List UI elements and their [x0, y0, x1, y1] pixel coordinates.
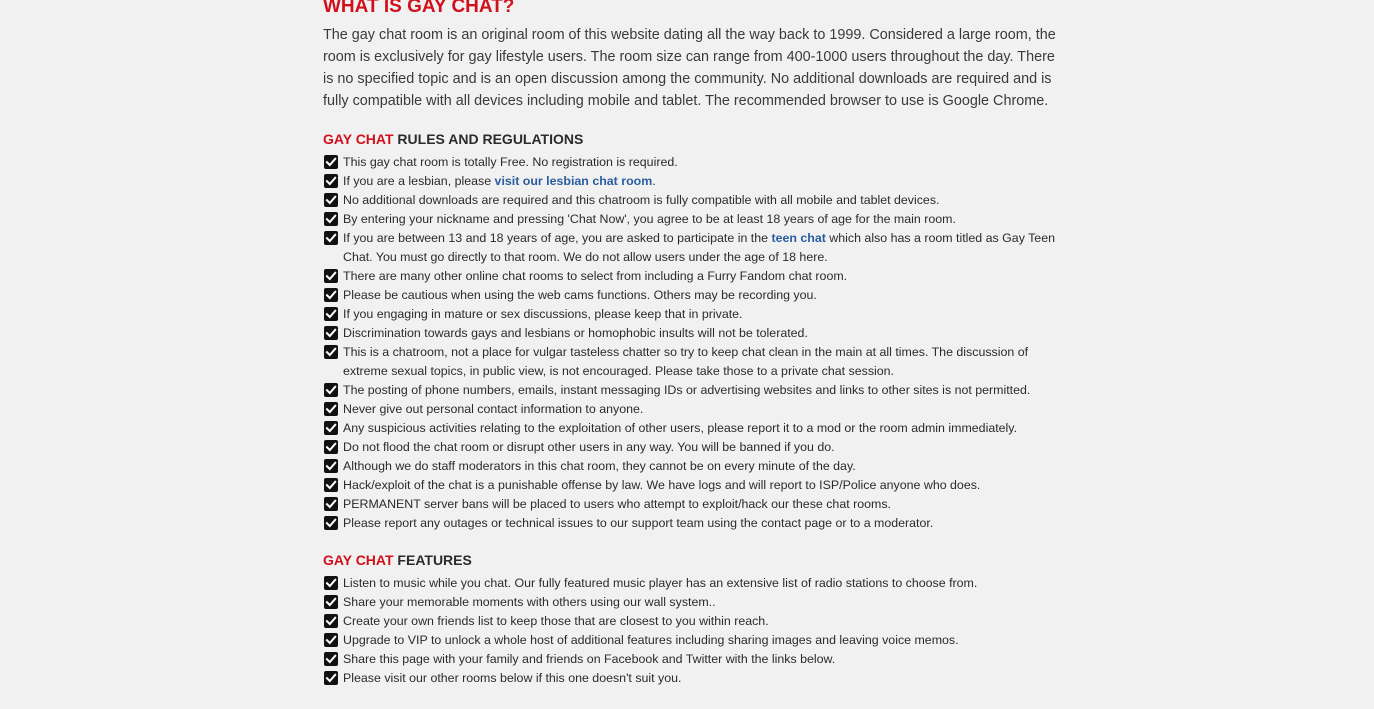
list-item	[323, 400, 1063, 419]
list-item	[323, 343, 1063, 381]
list-item-text: There are many other online chat rooms to select from including a Furry Fandom chat room.	[343, 269, 848, 283]
list-item-text: This gay chat room is totally Free. No registration is required.	[343, 155, 678, 169]
checkbox-checked-icon	[324, 440, 338, 454]
checkbox-checked-icon	[324, 193, 338, 207]
list-item	[323, 324, 1063, 343]
list-item-text: Share this page with your family and friends on Facebook and Twitter with the links below.	[343, 652, 836, 666]
rules-heading-rest: RULES AND REGULATIONS	[393, 131, 584, 147]
list-item-text: .	[652, 174, 656, 188]
checkbox-checked-icon	[324, 633, 338, 647]
list-item-text: Any suspicious activities relating to the exploitation of other users, please report it to a mod or the room admin immediately.	[343, 421, 1018, 435]
rules-heading-accent: GAY CHAT	[323, 131, 394, 147]
list-item	[323, 631, 1063, 650]
inline-link[interactable]: visit our lesbian chat room	[494, 174, 653, 188]
list-item-text: PERMANENT server bans will be placed to users who attempt to exploit/hack our these chat rooms.	[343, 497, 891, 511]
list-item	[323, 153, 1063, 172]
features-heading	[323, 551, 472, 569]
list-item	[323, 612, 1063, 631]
list-item-text: If you are between 13 and 18 years of age, you are asked to participate in the	[343, 231, 772, 245]
checkbox-checked-icon	[324, 212, 338, 226]
features-heading-rest: FEATURES	[393, 552, 472, 568]
checkbox-checked-icon	[324, 231, 338, 245]
list-item	[323, 229, 1063, 267]
checkbox-checked-icon	[324, 307, 338, 321]
checkbox-checked-icon	[324, 155, 338, 169]
list-item-text: Never give out personal contact information to anyone.	[343, 402, 644, 416]
checkbox-checked-icon	[324, 652, 338, 666]
list-item-text: Please be cautious when using the web cams functions. Others may be recording you.	[343, 288, 817, 302]
checkbox-checked-icon	[324, 326, 338, 340]
checkbox-checked-icon	[324, 478, 338, 492]
list-item-text: Please visit our other rooms below if this one doesn't suit you.	[343, 671, 682, 685]
checkbox-checked-icon	[324, 516, 338, 530]
list-item	[323, 476, 1063, 495]
list-item	[323, 574, 1063, 593]
list-item	[323, 457, 1063, 476]
rules-heading	[323, 130, 583, 148]
list-item-text: Listen to music while you chat. Our fully featured music player has an extensive list of radio stations to choose from.	[343, 576, 978, 590]
checkbox-checked-icon	[324, 174, 338, 188]
checkbox-checked-icon	[324, 459, 338, 473]
list-item	[323, 172, 1063, 191]
list-item-text: Upgrade to VIP to unlock a whole host of additional features including sharing images and leaving voice memos.	[343, 633, 959, 647]
page-title: WHAT IS GAY CHAT?	[323, 0, 515, 17]
list-item-text: Discrimination towards gays and lesbians or homophobic insults will not be tolerated.	[343, 326, 808, 340]
list-item	[323, 191, 1063, 210]
list-item	[323, 210, 1063, 229]
checkbox-checked-icon	[324, 421, 338, 435]
checkbox-checked-icon	[324, 345, 338, 359]
list-item-text: This is a chatroom, not a place for vulgar tasteless chatter so try to keep chat clean in the main at all times. The discussion of extreme sexual topics, in public view, is not encouraged. Please take those to a private chat session.	[343, 345, 1029, 378]
checkbox-checked-icon	[324, 383, 338, 397]
inline-link[interactable]: teen chat	[771, 231, 826, 245]
rules-list	[323, 153, 1063, 533]
features-heading-accent: GAY CHAT	[323, 552, 394, 568]
list-item	[323, 267, 1063, 286]
list-item	[323, 438, 1063, 457]
checkbox-checked-icon	[324, 576, 338, 590]
list-item	[323, 381, 1063, 400]
features-list	[323, 574, 1063, 688]
list-item	[323, 419, 1063, 438]
list-item-text: No additional downloads are required and this chatroom is fully compatible with all mobile and tablet devices.	[343, 193, 940, 207]
list-item-text: By entering your nickname and pressing 'Chat Now', you agree to be at least 18 years of age for the main room.	[343, 212, 956, 226]
list-item	[323, 286, 1063, 305]
list-item-text: The posting of phone numbers, emails, instant messaging IDs or advertising websites and links to other sites is not permitted.	[343, 383, 1031, 397]
list-item	[323, 514, 1063, 533]
list-item-text: If you are a lesbian, please	[343, 174, 495, 188]
list-item-text: Share your memorable moments with others using our wall system..	[343, 595, 716, 609]
checkbox-checked-icon	[324, 288, 338, 302]
checkbox-checked-icon	[324, 595, 338, 609]
list-item-text: Although we do staff moderators in this chat room, they cannot be on every minute of the day.	[343, 459, 856, 473]
checkbox-checked-icon	[324, 497, 338, 511]
list-item-text: which also has a room titled as Gay Teen Chat. You must go directly to that room. We do not allow users under the age of 18 here.	[343, 231, 1055, 264]
intro-paragraph: The gay chat room is an original room of this website dating all the way back to 1999. Considered a large room, the room is exclusively for gay lifestyle users. The room size can range from 400-1000 users throughout the day. There is no specified topic and is an open discussion among the community. No additional downloads are required and is fully compatible with all devices including mobile and tablet. The recommended browser to use is Google Chrome.	[323, 27, 1056, 109]
list-item	[323, 305, 1063, 324]
list-item-text: If you engaging in mature or sex discussions, please keep that in private.	[343, 307, 743, 321]
checkbox-checked-icon	[324, 269, 338, 283]
list-item	[323, 593, 1063, 612]
list-item-text: Do not flood the chat room or disrupt other users in any way. You will be banned if you do.	[343, 440, 835, 454]
checkbox-checked-icon	[324, 402, 338, 416]
list-item	[323, 650, 1063, 669]
list-item-text: Please report any outages or technical issues to our support team using the contact page or to a moderator.	[343, 516, 934, 530]
list-item	[323, 669, 1063, 688]
checkbox-checked-icon	[324, 671, 338, 685]
checkbox-checked-icon	[324, 614, 338, 628]
list-item-text: Create your own friends list to keep those that are closest to you within reach.	[343, 614, 769, 628]
list-item	[323, 495, 1063, 514]
list-item-text: Hack/exploit of the chat is a punishable offense by law. We have logs and will report to ISP/Police anyone who does.	[343, 478, 981, 492]
